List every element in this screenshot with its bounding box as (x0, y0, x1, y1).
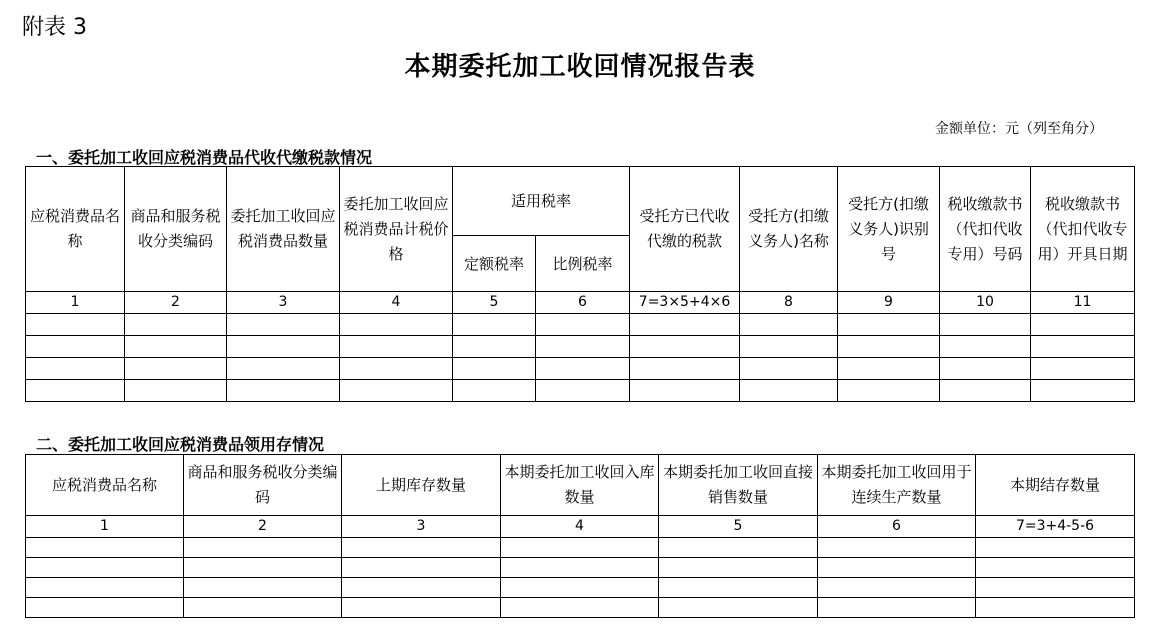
input-cell[interactable] (184, 578, 342, 598)
col-header-received-quantity: 本期委托加工收回入库数量 (501, 455, 659, 516)
col-header-production-use-quantity: 本期委托加工收回用于连续生产数量 (818, 455, 976, 516)
col-header-opening-stock: 上期库存数量 (342, 455, 501, 516)
col-header-tax-rate: 适用税率 (453, 167, 630, 236)
currency-unit-note: 金额单位：元（列至角分） (935, 121, 1103, 137)
input-cell[interactable] (976, 538, 1135, 558)
input-cell[interactable] (342, 598, 501, 618)
col-header-agent-id: 受托方(扣缴义务人)识别号 (838, 167, 940, 292)
input-cell[interactable] (818, 598, 976, 618)
column-number-row (26, 516, 1135, 538)
table-row (26, 380, 1135, 402)
input-cell[interactable] (536, 380, 630, 402)
input-cell[interactable] (630, 380, 740, 402)
col-header-direct-sales-quantity: 本期委托加工收回直接销售数量 (659, 455, 818, 516)
input-cell[interactable] (227, 336, 340, 358)
input-cell[interactable] (342, 558, 501, 578)
col-header-fixed-rate: 定额税率 (453, 236, 536, 292)
col-header-tax-code: 商品和服务税收分类编码 (125, 167, 227, 292)
input-cell[interactable] (976, 598, 1135, 618)
header-row (26, 455, 1135, 516)
col-number: 9 (838, 292, 940, 314)
table-row (26, 558, 1135, 578)
col-number: 6 (818, 516, 976, 538)
input-cell[interactable] (26, 538, 184, 558)
input-cell[interactable] (940, 380, 1031, 402)
input-cell[interactable] (453, 380, 536, 402)
input-cell[interactable] (26, 380, 125, 402)
annex-label: 附表 3 (22, 15, 87, 40)
input-cell[interactable] (1031, 380, 1135, 402)
input-cell[interactable] (184, 598, 342, 618)
col-header-tax-code: 商品和服务税收分类编码 (184, 455, 342, 516)
header-row (26, 167, 1135, 236)
input-cell[interactable] (340, 336, 453, 358)
col-header-product-name: 应税消费品名称 (26, 455, 184, 516)
col-number: 10 (940, 292, 1031, 314)
input-cell[interactable] (630, 336, 740, 358)
input-cell[interactable] (1031, 358, 1135, 380)
col-header-receipt-date: 税收缴款书（代扣代收专用）开具日期 (1031, 167, 1135, 292)
input-cell[interactable] (26, 558, 184, 578)
input-cell[interactable] (340, 314, 453, 336)
col-number: 5 (453, 292, 536, 314)
input-cell[interactable] (659, 558, 818, 578)
input-cell[interactable] (1031, 336, 1135, 358)
input-cell[interactable] (26, 314, 125, 336)
input-cell[interactable] (453, 358, 536, 380)
input-cell[interactable] (125, 314, 227, 336)
col-number: 4 (340, 292, 453, 314)
input-cell[interactable] (501, 538, 659, 558)
input-cell[interactable] (26, 336, 125, 358)
input-cell[interactable] (184, 538, 342, 558)
col-number: 7=3×5+4×6 (630, 292, 740, 314)
input-cell[interactable] (818, 578, 976, 598)
col-number: 4 (501, 516, 659, 538)
col-number: 2 (184, 516, 342, 538)
input-cell[interactable] (630, 358, 740, 380)
input-cell[interactable] (659, 598, 818, 618)
input-cell[interactable] (453, 314, 536, 336)
section2-heading: 二、委托加工收回应税消费品领用存情况 (36, 435, 325, 454)
input-cell[interactable] (227, 314, 340, 336)
col-header-closing-stock: 本期结存数量 (976, 455, 1135, 516)
input-cell[interactable] (740, 358, 838, 380)
input-cell[interactable] (342, 578, 501, 598)
input-cell[interactable] (125, 380, 227, 402)
col-header-withheld-tax: 受托方已代收代缴的税款 (630, 167, 740, 292)
input-cell[interactable] (838, 380, 940, 402)
col-number: 8 (740, 292, 838, 314)
col-header-percentage-rate: 比例税率 (536, 236, 630, 292)
input-cell[interactable] (227, 358, 340, 380)
input-cell[interactable] (630, 314, 740, 336)
col-header-taxable-price: 委托加工收回应税消费品计税价格 (340, 167, 453, 292)
input-cell[interactable] (740, 336, 838, 358)
input-cell[interactable] (976, 558, 1135, 578)
column-number-row (26, 292, 1135, 314)
input-cell[interactable] (26, 358, 125, 380)
input-cell[interactable] (659, 578, 818, 598)
input-cell[interactable] (838, 358, 940, 380)
input-cell[interactable] (1031, 314, 1135, 336)
input-cell[interactable] (940, 314, 1031, 336)
input-cell[interactable] (501, 598, 659, 618)
input-cell[interactable] (838, 336, 940, 358)
input-cell[interactable] (818, 558, 976, 578)
input-cell[interactable] (501, 558, 659, 578)
col-number: 6 (536, 292, 630, 314)
input-cell[interactable] (818, 538, 976, 558)
input-cell[interactable] (740, 380, 838, 402)
col-header-agent-name: 受托方(扣缴义务人)名称 (740, 167, 838, 292)
inventory-table (25, 454, 1135, 618)
page-title: 本期委托加工收回情况报告表 (404, 52, 756, 82)
input-cell[interactable] (453, 336, 536, 358)
input-cell[interactable] (838, 314, 940, 336)
input-cell[interactable] (940, 358, 1031, 380)
col-number: 2 (125, 292, 227, 314)
input-cell[interactable] (26, 578, 184, 598)
input-cell[interactable] (227, 380, 340, 402)
table-row (26, 314, 1135, 336)
section1-heading: 一、委托加工收回应税消费品代收代缴税款情况 (36, 148, 373, 167)
withholding-tax-table (25, 166, 1135, 402)
col-number: 1 (26, 516, 184, 538)
input-cell[interactable] (342, 538, 501, 558)
input-cell[interactable] (659, 538, 818, 558)
table-row (26, 358, 1135, 380)
col-number: 1 (26, 292, 125, 314)
col-number: 3 (227, 292, 340, 314)
input-cell[interactable] (125, 336, 227, 358)
input-cell[interactable] (536, 336, 630, 358)
col-header-receipt-number: 税收缴款书（代扣代收专用）号码 (940, 167, 1031, 292)
table-row (26, 538, 1135, 558)
input-cell[interactable] (536, 358, 630, 380)
input-cell[interactable] (501, 578, 659, 598)
input-cell[interactable] (740, 314, 838, 336)
col-number: 5 (659, 516, 818, 538)
table-row (26, 336, 1135, 358)
input-cell[interactable] (976, 578, 1135, 598)
input-cell[interactable] (184, 558, 342, 578)
input-cell[interactable] (340, 380, 453, 402)
col-header-quantity: 委托加工收回应税消费品数量 (227, 167, 340, 292)
input-cell[interactable] (26, 598, 184, 618)
col-number: 7=3+4-5-6 (976, 516, 1135, 538)
col-number: 3 (342, 516, 501, 538)
input-cell[interactable] (340, 358, 453, 380)
table-row (26, 578, 1135, 598)
table-row (26, 598, 1135, 618)
input-cell[interactable] (940, 336, 1031, 358)
col-number: 11 (1031, 292, 1135, 314)
input-cell[interactable] (125, 358, 227, 380)
input-cell[interactable] (536, 314, 630, 336)
col-header-product-name: 应税消费品名称 (26, 167, 125, 292)
